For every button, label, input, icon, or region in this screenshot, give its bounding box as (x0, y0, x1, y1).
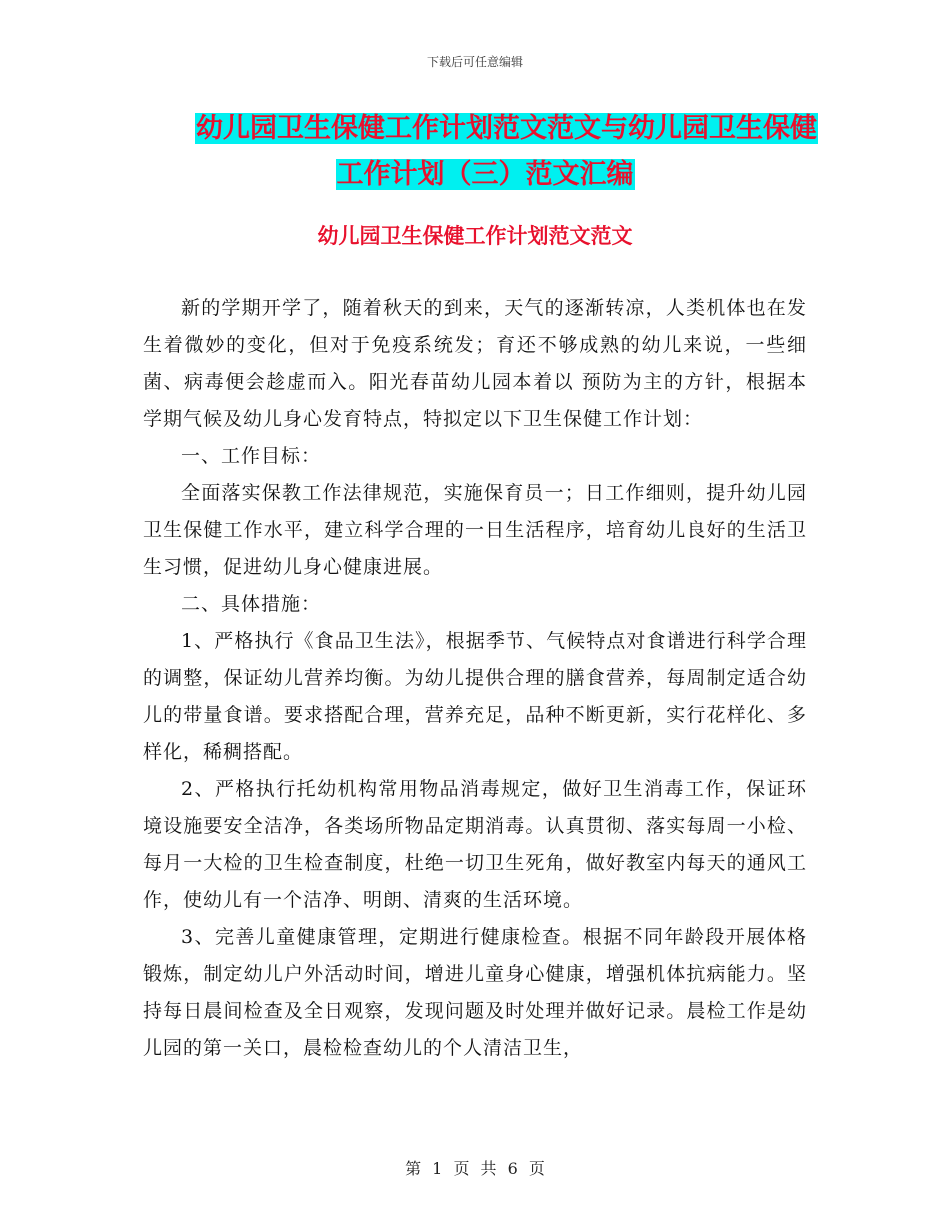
document-title-line-2 (145, 152, 825, 198)
page-footer: 第 1 页 共 6 页 (405, 1159, 545, 1178)
paragraph-measure-1: 1、严格执行《食品卫生法》，根据季节、气候特点对食谱进行科学合理的调整，保证幼儿营养均衡。为幼儿提供合理的膳食营养，每周制定适合幼儿的带量食谱。要求搭配合理，营养充足，品种不断更新，实行花样化、多样化，稀稠搭配。 (143, 630, 807, 763)
section-title: 幼儿园卫生保健工作计划范文范文 (317, 224, 633, 248)
title-line-2-text: 工作计划（三）范文汇编 (336, 159, 634, 190)
body-content (143, 290, 807, 1067)
heading-measures: 二、具体措施： (181, 593, 322, 615)
document-title (145, 106, 845, 198)
paragraph-goals: 全面落实保教工作法律规范，实施保育员一；日工作细则，提升幼儿园卫生保健工作水平，建立科学合理的一日生活程序，培育幼儿良好的生活卫生习惯，促进幼儿身心健康进展。 (143, 482, 807, 578)
paragraph-measure-2: 2、严格执行托幼机构常用物品消毒规定，做好卫生消毒工作，保证环境设施要安全洁净，各类场所物品定期消毒。认真贯彻、落实每周一小检、每月一大检的卫生检查制度，杜绝一切卫生死角，做好教室内每天的通风工作，使幼儿有一个洁净、明朗、清爽的生活环境。 (143, 778, 807, 911)
heading-work-goals: 一、工作目标： (181, 445, 322, 467)
header-note: 下载后可任意编辑 (426, 55, 523, 69)
paragraph-measure-3: 3、完善儿童健康管理，定期进行健康检查。根据不同年龄段开展体格锻炼，制定幼儿户外活动时间，增进儿童身心健康，增强机体抗病能力。坚持每日晨间检查及全日观察，发现问题及时处理并做好记录。晨检工作是幼儿园的第一关口，晨检检查幼儿的个人清洁卫生， (143, 926, 807, 1059)
paragraph-intro: 新的学期开学了，随着秋天的到来，天气的逐渐转凉，人类机体也在发生着微妙的变化，但对于免疫系统发；育还不够成熟的幼儿来说，一些细菌、病毒便会趁虚而入。阳光春苗幼儿园本着以 预防为主的方针，根据本学期气候及幼儿身心发育特点，特拟定以下卫生保健工作计划： (143, 297, 807, 430)
document-title-line-1 (145, 106, 825, 152)
title-line-1-text: 幼儿园卫生保健工作计划范文范文与幼儿园卫生保健 (196, 113, 817, 144)
